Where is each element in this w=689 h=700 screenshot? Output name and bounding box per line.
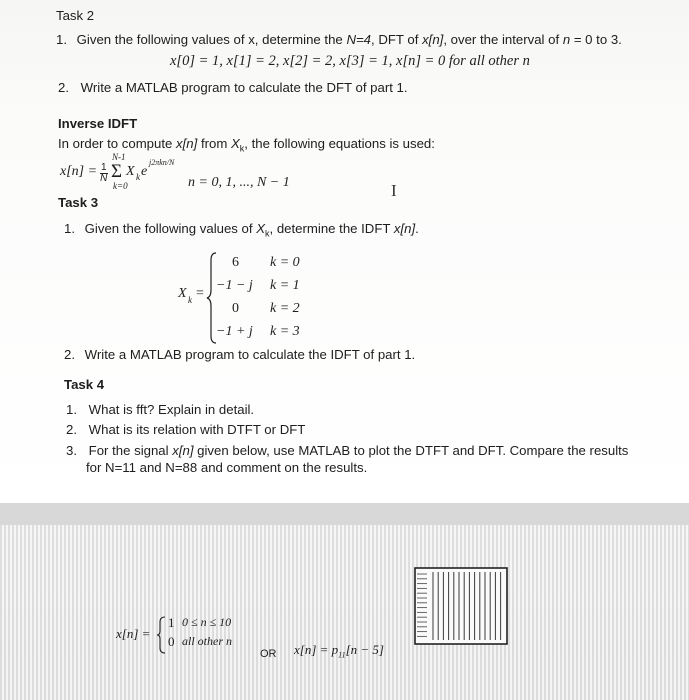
task3-q1 xyxy=(64,221,419,239)
task2-q2 xyxy=(58,80,408,95)
idft-intro-Xk: X xyxy=(231,136,240,151)
task3-q1-text-a: Given the following values of xyxy=(84,221,257,236)
scan-artifact-band xyxy=(0,503,689,700)
task3-q1-xn: x[n] xyxy=(393,221,416,236)
task2-q1-text-c: , over the interval of xyxy=(443,32,563,47)
task4-alt-form-tail: [n − 5] xyxy=(345,642,384,657)
task2-q1-text-d: = 0 to 3. xyxy=(570,32,622,47)
task4-piecewise xyxy=(116,612,266,656)
task2-q1-xn: x[n] xyxy=(422,32,444,47)
task4-piecewise-row1-cond: all other n xyxy=(182,634,232,648)
task3-xk-row2-value: 0 xyxy=(232,301,239,316)
task4-item-3-number: 3. xyxy=(66,443,77,458)
idft-intro-c: , the following equations is used: xyxy=(244,136,435,151)
task3-xk-row0-cond: k = 0 xyxy=(270,255,300,270)
task2-q2-text: Write a MATLAB program to calculate the DFT of part 1. xyxy=(80,80,408,95)
task3-xk-row3-cond: k = 3 xyxy=(270,324,300,339)
idft-intro-xn: x[n] xyxy=(176,136,198,151)
task4-piecewise-row0-cond: 0 ≤ n ≤ 10 xyxy=(182,615,232,629)
task3-xk-lhs-sub: k xyxy=(188,295,192,305)
task2-q2-number: 2. xyxy=(58,80,69,95)
task4-alt-form-sub: 11 xyxy=(338,650,346,660)
task3-xk-row1-value: −1 − j xyxy=(216,278,253,293)
idft-formula-N: N xyxy=(100,173,108,184)
task4-item-1 xyxy=(66,402,254,417)
task2-q1-values: x[0] = 1, x[1] = 2, x[2] = 2, x[3] = 1, x[n] = 0 for all other n xyxy=(170,53,530,69)
task3-q1-k: k xyxy=(265,228,270,239)
task3-xk-row0-value: 6 xyxy=(232,255,239,270)
task4-item-3-text-a: For the signal xyxy=(88,443,173,458)
idft-formula-one: 1 xyxy=(101,162,107,173)
task4-item-3-line2: for N=11 and N=88 and comment on the results. xyxy=(86,460,368,475)
task2-q1 xyxy=(56,32,622,47)
text-cursor-icon: I xyxy=(391,181,397,200)
task3-q2 xyxy=(64,347,415,362)
task4-item-2-text: What is its relation with DTFT or DFT xyxy=(88,422,306,437)
signal-plot-frame xyxy=(415,568,507,644)
task4-title: Task 4 xyxy=(64,377,105,392)
idft-intro xyxy=(58,136,435,154)
task2-q1-number: 1. xyxy=(56,32,67,47)
task3-q1-number: 1. xyxy=(64,221,75,236)
task4-item-2-number: 2. xyxy=(66,422,77,437)
task3-xk-eq: = xyxy=(196,286,204,301)
idft-formula-range: n = 0, 1, ..., N − 1 xyxy=(188,175,290,190)
task3-xk-row3-value: −1 + j xyxy=(216,324,253,339)
task4-item-2 xyxy=(66,422,305,437)
idft-intro-a: In order to compute xyxy=(58,136,177,151)
task4-piecewise-lhs: x[n] = xyxy=(116,626,151,641)
task4-alt-form xyxy=(294,642,384,660)
task2-title: Task 2 xyxy=(56,8,95,23)
task3-xk-row2-cond: k = 2 xyxy=(270,301,300,316)
task3-title: Task 3 xyxy=(58,195,99,210)
task4-item-3-xn: x[n] xyxy=(172,443,194,458)
signal-stem-plot xyxy=(405,566,511,646)
task4-item-3-text-b: given below, use MATLAB to plot the DTFT and DFT. Compare the results xyxy=(193,443,629,458)
scan-artifact-strip xyxy=(0,503,689,525)
idft-formula-sigma: Σ xyxy=(111,161,123,182)
task3-xk-lhs: X xyxy=(178,286,187,301)
task4-piecewise-row0-value: 1 xyxy=(168,615,175,630)
task3-q1-Xk: X xyxy=(256,221,266,236)
task4-item-3 xyxy=(66,443,628,458)
task4-item-1-text: What is fft? Explain in detail. xyxy=(88,402,255,417)
idft-intro-k: k xyxy=(239,143,245,154)
task2-q1-N: N=4 xyxy=(346,32,371,47)
task3-xk-definition xyxy=(178,250,338,346)
task4-piecewise-row1-value: 0 xyxy=(168,634,175,649)
task4-or-label: OR xyxy=(260,648,277,660)
idft-formula xyxy=(60,152,200,192)
task3-xk-row1-cond: k = 1 xyxy=(270,278,300,293)
idft-formula-sum-upper: N-1 xyxy=(112,152,126,162)
task3-q2-text: Write a MATLAB program to calculate the IDFT of part 1. xyxy=(84,347,416,362)
idft-formula-lhs: x[n] = xyxy=(60,164,98,179)
idft-intro-b: from xyxy=(197,136,231,151)
task2-q1-text-a: Given the following values of x, determine the xyxy=(76,32,347,47)
task3-q1-text-b: , determine the IDFT xyxy=(269,221,394,236)
task4-alt-form-text: x[n] = p xyxy=(294,642,339,657)
idft-formula-e: e xyxy=(141,164,148,179)
task4-piecewise-brace xyxy=(156,616,166,654)
idft-heading: Inverse IDFT xyxy=(58,116,138,131)
idft-formula-exp: j2πkn/N xyxy=(149,158,175,167)
task2-q1-n: n xyxy=(562,32,571,47)
idft-formula-sum-lower: k=0 xyxy=(113,181,128,191)
idft-formula-X: X xyxy=(126,164,135,179)
task2-q1-text-b: , DFT of xyxy=(371,32,423,47)
idft-formula-k: k xyxy=(136,172,140,182)
idft-formula-fraction xyxy=(100,163,108,184)
task4-item-1-number: 1. xyxy=(66,402,77,417)
task3-q1-text-c: . xyxy=(415,221,419,236)
task3-q2-number: 2. xyxy=(64,347,75,362)
